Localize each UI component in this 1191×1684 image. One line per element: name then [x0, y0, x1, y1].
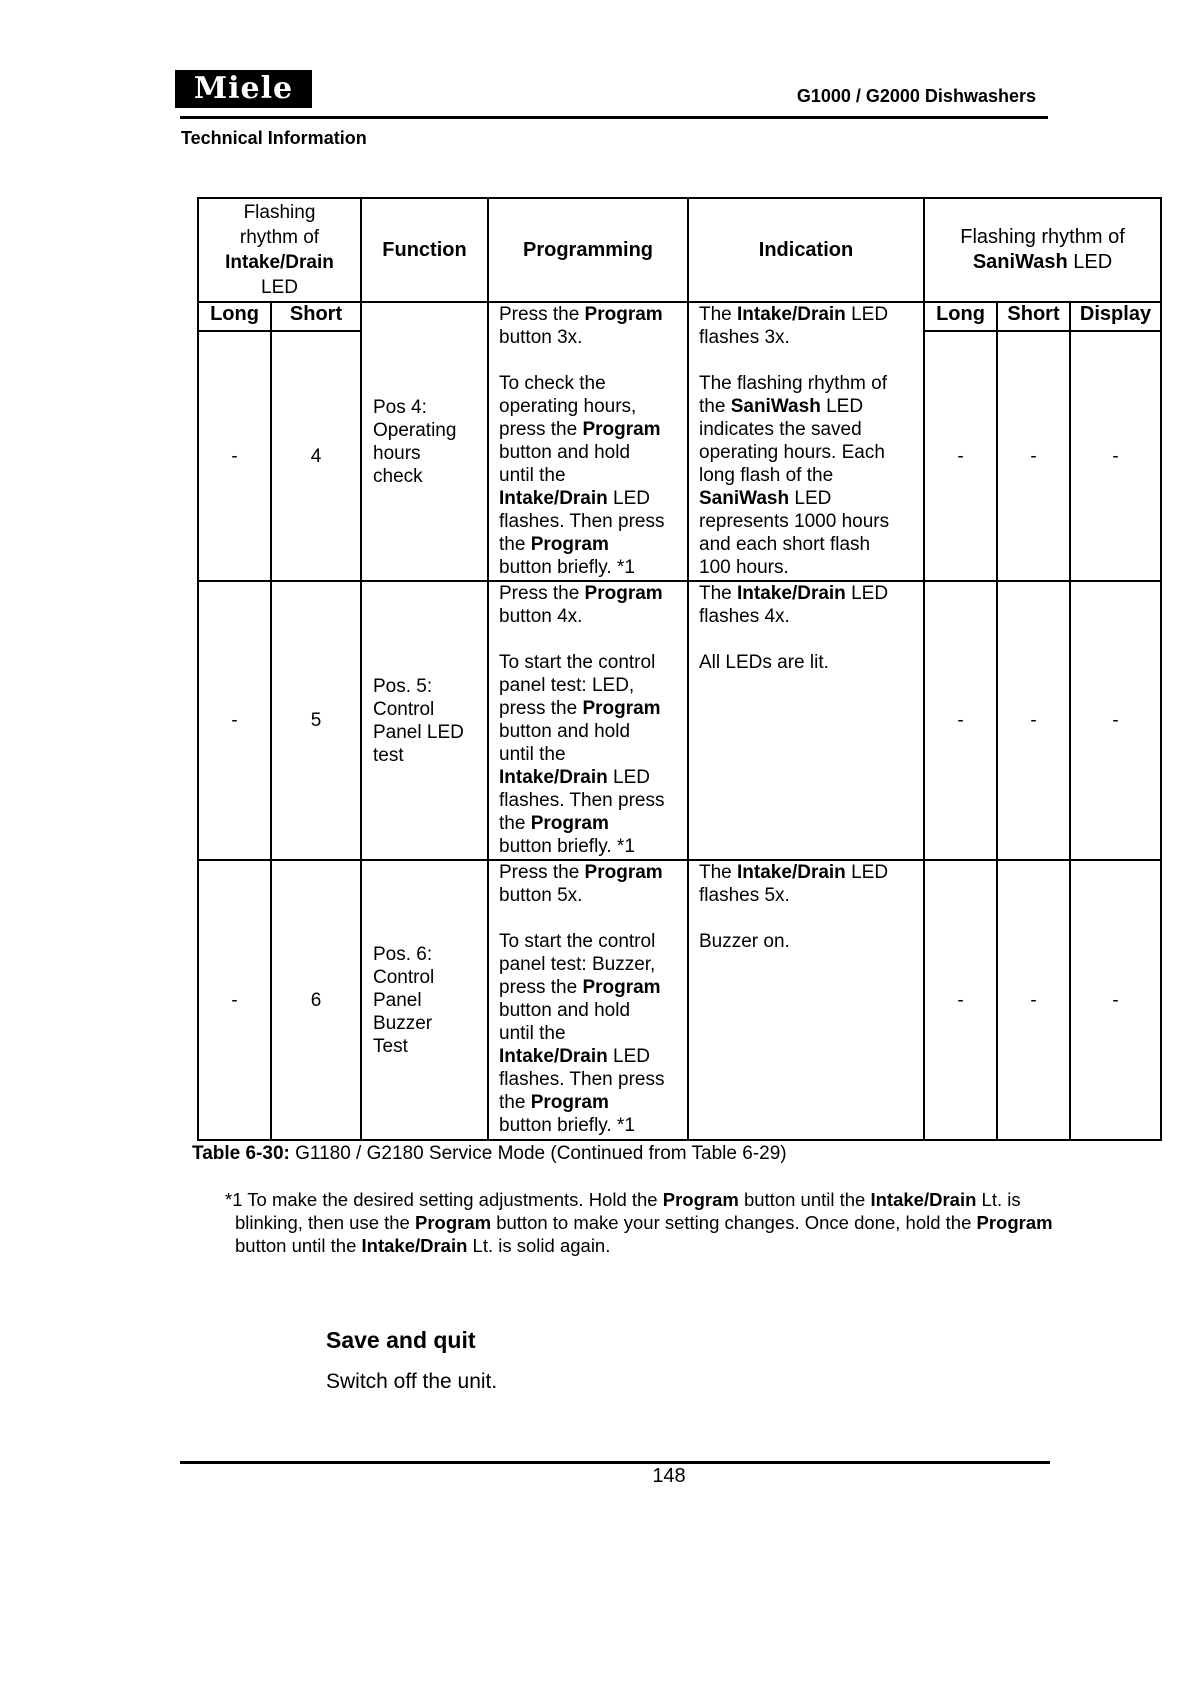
- save-and-quit-heading: Save and quit: [326, 1327, 476, 1353]
- display-value: -: [1070, 331, 1161, 581]
- header-indication: Indication: [688, 198, 924, 302]
- saniwash-long-value: -: [924, 581, 997, 860]
- saniwash-short-value: -: [997, 860, 1070, 1140]
- intake-short-value: 4: [271, 331, 361, 581]
- indication-cell: The Intake/Drain LED flashes 4x. All LEDs are lit.: [688, 581, 924, 860]
- programming-cell: Press the Program button 5x. To start the control panel test: Buzzer, press the Program button and hold until the Intake/Drain LED flashes. Then press the Program button briefly. *1: [488, 860, 688, 1140]
- saniwash-short-value: -: [997, 581, 1070, 860]
- section-title: Technical Information: [181, 128, 367, 148]
- subheader-long-saniwash: Long: [924, 302, 997, 331]
- display-value: -: [1070, 860, 1161, 1140]
- table-caption: Table 6-30: G1180 / G2180 Service Mode (Continued from Table 6-29): [192, 1143, 787, 1164]
- indication-cell: The Intake/Drain LED flashes 5x. Buzzer on.: [688, 860, 924, 1140]
- service-mode-table: [197, 197, 1162, 1141]
- subheader-short: Short: [271, 302, 361, 331]
- subheader-short-saniwash: Short: [997, 302, 1070, 331]
- subheader-display: Display: [1070, 302, 1161, 331]
- header-flash-saniwash: Flashing rhythm of SaniWash LED: [924, 198, 1161, 302]
- saniwash-short-value: -: [997, 331, 1070, 581]
- intake-short-value: 5: [271, 581, 361, 860]
- footnote: *1 To make the desired setting adjustments. Hold the Program button until the Intake/Drain Lt. is blinking, then use the Program button to make your setting changes. Once done, hold the Program button until the Intake/Drain Lt. is solid again.: [225, 1189, 1053, 1256]
- function-cell: Pos. 5: Control Panel LED test: [361, 581, 488, 860]
- subheader-long: Long: [198, 302, 271, 331]
- footer-rule: [180, 1461, 1050, 1464]
- function-cell: Pos 4: Operating hours check: [361, 302, 488, 581]
- document-model: G1000 / G2000 Dishwashers: [796, 86, 1036, 106]
- intake-long-value: -: [198, 860, 271, 1140]
- saniwash-long-value: -: [924, 331, 997, 581]
- display-value: -: [1070, 581, 1161, 860]
- intake-long-value: -: [198, 331, 271, 581]
- page-number: 148: [652, 1465, 686, 1487]
- header-rule: [180, 116, 1048, 119]
- programming-cell: Press the Program button 4x. To start the control panel test: LED, press the Program button and hold until the Intake/Drain LED flashes. Then press the Program button briefly. *1: [488, 581, 688, 860]
- save-and-quit-text: Switch off the unit.: [326, 1370, 498, 1393]
- intake-long-value: -: [198, 581, 271, 860]
- header-flash-intake: Flashing rhythm of Intake/Drain LED: [198, 198, 361, 302]
- header-function: Function: [361, 198, 488, 302]
- function-cell: Pos. 6: Control Panel Buzzer Test: [361, 860, 488, 1140]
- programming-cell: Press the Program button 3x. To check the operating hours, press the Program button and hold until the Intake/Drain LED flashes. Then press the Program button briefly. *1: [488, 302, 688, 581]
- indication-cell: The Intake/Drain LED flashes 3x. The flashing rhythm of the SaniWash LED indicates the saved operating hours. Each long flash of the SaniWash LED represents 1000 hours and each short flash 100 hours.: [688, 302, 924, 581]
- miele-logo: Miele: [175, 70, 312, 108]
- saniwash-long-value: -: [924, 860, 997, 1140]
- intake-short-value: 6: [271, 860, 361, 1140]
- header-programming: Programming: [488, 198, 688, 302]
